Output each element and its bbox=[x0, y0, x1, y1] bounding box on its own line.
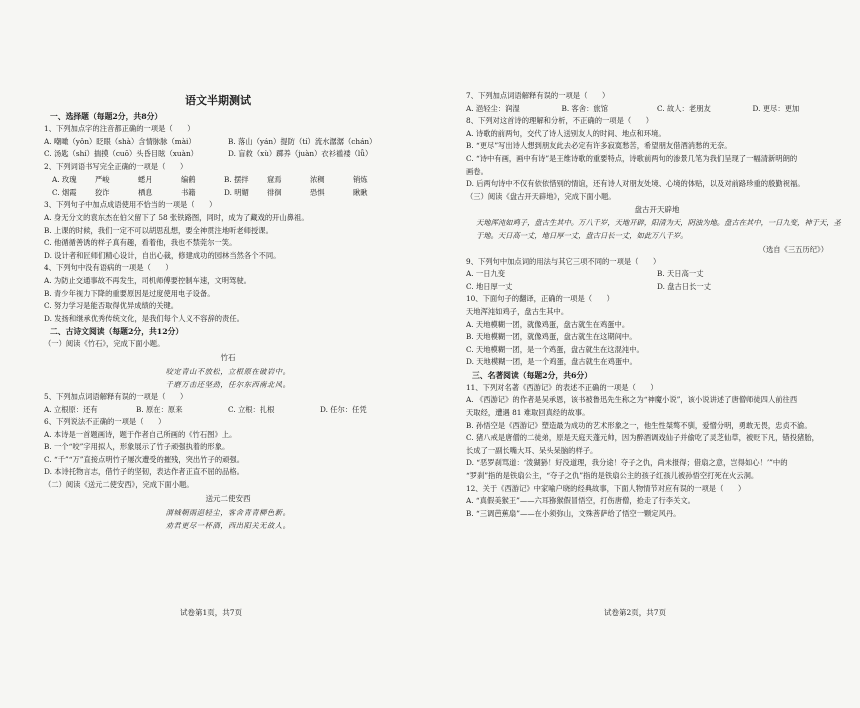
q11-option-c: C. 猪八戒是唐僧的二徒弟，原是天庭天蓬元帅，因为醉酒调戏仙子并偷吃了灵芝仙草，被贬下凡，错投猪胎， bbox=[466, 433, 819, 443]
q9-option-c: C. 地日厚一丈 bbox=[466, 281, 513, 291]
question-5: 5、下列加点词语解释有误的一项是（ ） bbox=[44, 391, 188, 401]
question-7: 7、下列加点词语解释有误的一项是（ ） bbox=[466, 91, 610, 100]
q8-option-c-cont: 画卷。 bbox=[466, 166, 488, 176]
reading-2-instruction: （二）阅读《送元二使安西》，完成下面小题。 bbox=[44, 480, 194, 490]
q1-option-d: D. 盲救（xù）踯养（juàn）衣衫褴褛（lǚ） bbox=[228, 149, 373, 159]
q2-c-word-3: 栖息 bbox=[138, 188, 153, 198]
question-3: 3、下列句子中加点成语使用不恰当的一项是（ ） bbox=[44, 200, 217, 210]
q4-option-d: D. 发扬和继承优秀传统文化，是我们每个人义不容辞的责任。 bbox=[44, 313, 244, 323]
question-1: 1、下列加点字的注音都正确的一项是（ ） bbox=[44, 124, 195, 133]
q2-d-word-4: 瞅瞅 bbox=[353, 188, 368, 198]
q2-b-word-1: B. 摆拌 bbox=[224, 175, 249, 185]
question-12: 12、关于《西游记》中家喻户晓的经典故事，下面人物情节对应有误的一项是（ ） bbox=[466, 483, 746, 493]
q11-option-b: B. 孙悟空是《西游记》塑造最为成功的艺术形象之一，他生性桀骜不驯，爱憎分明，勇敢无畏，忠贞不渝。 bbox=[466, 420, 812, 430]
poem-2-line-2: 劝君更尽一杯酒，西出阳关无故人。 bbox=[165, 520, 291, 530]
q9-option-d: D. 盘古日长一丈 bbox=[657, 281, 712, 291]
passage-source: （选自《三五历纪》） bbox=[758, 244, 828, 254]
q3-option-a: A. 身无分文的袁东杰在伯父留下了 58 张铁路图，同时，成为了藏戏的开山鼻祖。 bbox=[44, 212, 309, 222]
q6-option-d: D. 本诗托物言志，借竹子的坚韧，表达作者正直不屈的品格。 bbox=[44, 467, 244, 477]
passage-title: 盘古开天辟地 bbox=[634, 205, 680, 215]
poem-1-line-1: 咬定青山不放松，立根原在破岩中。 bbox=[165, 366, 291, 376]
q8-option-d: D. 后两句诗中不仅有依依惜别的情谊，还有诗人对朋友处境、心境的体贴，以及对前路珍重的殷勤祝福。 bbox=[466, 179, 805, 189]
q12-option-b: B. “三调芭蕉扇”——在小须弥山，文殊菩萨给了悟空一颗定风丹。 bbox=[466, 508, 681, 518]
q2-c-word-1: C. 烟霞 bbox=[52, 188, 77, 198]
q6-option-c: C. “千”“万”直接点明竹子屡次遭受的摧残，突出竹子的顽强。 bbox=[44, 454, 245, 464]
q7-option-d: D. 更尽：更加 bbox=[752, 103, 800, 113]
question-8: 8、下列对这首诗的理解和分析，不正确的一项是（ ） bbox=[466, 116, 654, 126]
question-9: 9、下列句中加点词的用法与其它三项不同的一项是（ ） bbox=[466, 256, 661, 266]
reading-3-instruction: （三）阅读《盘古开天辟地》，完成下面小题。 bbox=[466, 191, 616, 201]
question-9-options-cd bbox=[466, 281, 848, 294]
q4-option-c: C. 努力学习是能否取得优异成绩的关键。 bbox=[44, 301, 179, 311]
page-right bbox=[430, 0, 860, 708]
q11-option-c-cont: 长成了一副长嘴大耳、呆头呆脑的样子。 bbox=[466, 445, 598, 455]
poem-1-line-2: 千磨万击还坚劲，任尔东西南北风。 bbox=[165, 379, 291, 389]
q2-d-word-1: D. 明媚 bbox=[224, 188, 249, 198]
q6-option-b: B. 一个“咬”字用拟人，形象展示了竹子顽强执着的形象。 bbox=[44, 442, 230, 452]
q1-option-c: C. 汤匙（shí）揣摸（cuō）头昏目眩（xuàn） bbox=[44, 149, 198, 159]
q2-options-row-2 bbox=[44, 186, 412, 199]
q3-option-d: D. 设计者和匠师们精心设计，自出心裁，修建成功的园林当然各个不同。 bbox=[44, 250, 281, 260]
q4-option-b: B. 青少年视力下降的重要原因是过度使用电子设备。 bbox=[44, 288, 215, 298]
q10-option-a: A. 天地模糊一团，就像鸡蛋，盘古就生在鸡蛋中。 bbox=[466, 319, 630, 329]
poem-2-title: 送元二使安西 bbox=[205, 493, 251, 503]
page-1-footer: 试卷第1页，共7页 bbox=[180, 608, 243, 617]
q2-c-word-4: 书籍 bbox=[181, 188, 196, 198]
q5-option-d: D. 任尔：任凭 bbox=[320, 404, 367, 414]
section-3-heading: 三、名著阅读（每题2分，共6分） bbox=[472, 370, 593, 380]
question-9-options-ab bbox=[466, 268, 848, 281]
q2-a-word-1: A. 玫瑰 bbox=[52, 175, 77, 185]
q2-b-word-2: 窟焉 bbox=[267, 175, 282, 185]
q10-option-c: C. 天地模糊一团，是一个鸡蛋，盘古就生在这混沌中。 bbox=[466, 344, 644, 354]
q11-option-d: D. “恶罗刹骂道：‘泼猢狲！好没道理，我分途！夺子之仇，尚未报得；借扇之意，岂得如心！’”中的 bbox=[466, 458, 788, 468]
exam-title: 语文半期测试 bbox=[185, 94, 251, 107]
q2-d-word-3: 恐惧 bbox=[310, 188, 325, 198]
reading-1-instruction: （一）阅读《竹石》，完成下面小题。 bbox=[44, 339, 165, 349]
q2-options-row-1 bbox=[44, 173, 412, 186]
q3-option-c: C. 他循循善诱的样子真有趣，看着他，我也不禁莞尔一笑。 bbox=[44, 238, 237, 248]
page-2-footer: 试卷第2页，共7页 bbox=[604, 608, 667, 617]
q9-option-a: A. 一日九变 bbox=[466, 269, 506, 279]
question-5-options bbox=[44, 404, 412, 417]
q5-option-c: C. 立根：扎根 bbox=[228, 404, 275, 414]
question-1-options-ab bbox=[44, 136, 412, 149]
passage-text: 天地浑沌如鸡子，盘古生其中。万八千岁，天地开辟，阳清为天，阴浊为地。盘古在其中，一日九变，神于天，圣于地。天日高一丈，地日厚一丈，盘古日长一丈，如此万八千岁。 bbox=[476, 218, 841, 240]
q1-option-a: A. 嘲噉（yǒn）眨眼（shà）含情脉脉（mài） bbox=[44, 136, 196, 146]
question-7-options bbox=[466, 103, 848, 116]
q11-option-a-cont: 天取经，遭遇 81 难取回真经的故事。 bbox=[466, 408, 590, 418]
q7-option-a: A. 浥轻尘：润湿 bbox=[466, 103, 520, 113]
q11-option-d-cont: “罗刹”指的是铁扇公主，“夺子之仇”指的是铁扇公主的孩子红孩儿被孙悟空打死在火云洞。 bbox=[466, 471, 759, 481]
question-2: 2、下列词语书写完全正确的一项是（ ） bbox=[44, 161, 188, 171]
q2-d-word-2: 徘徊 bbox=[267, 188, 282, 198]
poem-2-line-1: 渭城朝雨浥轻尘，客舍青青柳色新。 bbox=[165, 507, 291, 517]
q12-option-a: A. “真假美猴王”——六耳猕猴假冒悟空，打伤唐僧，抢走了行李关文。 bbox=[466, 496, 695, 506]
question-11: 11、下列对名著《西游记》的表述不正确的一项是（ ） bbox=[466, 382, 658, 392]
poem-1-title: 竹石 bbox=[220, 352, 236, 362]
q2-a-word-2: 严峻 bbox=[95, 175, 110, 185]
q9-option-b: B. 天日高一丈 bbox=[657, 269, 704, 279]
q2-a-word-3: 蟋月 bbox=[138, 175, 153, 185]
question-10: 10、下面句子的翻译，正确的一项是（ ） bbox=[466, 294, 614, 304]
q10-option-b: B. 天地模糊一团，就像鸡蛋，盘古就生在这期间中。 bbox=[466, 332, 637, 342]
question-1-options-cd bbox=[44, 148, 412, 161]
q2-c-word-2: 狡诈 bbox=[95, 188, 110, 198]
q10-source-sentence: 天地浑沌如鸡子，盘古生其中。 bbox=[466, 306, 569, 316]
section-2-heading: 二、古诗文阅读（每题2分，共12分） bbox=[50, 327, 184, 337]
q2-a-word-4: 编鹤 bbox=[181, 175, 196, 185]
q7-option-b: B. 客舍：旅馆 bbox=[561, 103, 608, 113]
q6-option-a: A. 本诗是一首题画诗，题于作者自己所画的《竹石图》上。 bbox=[44, 429, 237, 439]
question-4: 4、下列句中没有语病的一项是（ ） bbox=[44, 263, 173, 273]
q8-option-b: B. “更尽”写出诗人想到朋友此去必定有许多寂寞愁苦，希望朋友借酒消愁的无奈。 bbox=[466, 141, 732, 151]
q5-option-b: B. 原在：原来 bbox=[136, 404, 183, 414]
q5-option-a: A. 立根原：还有 bbox=[44, 404, 98, 414]
q2-b-word-4: 销炼 bbox=[353, 175, 368, 185]
q11-option-a: A. 《西游记》的作者是吴承恩，该书被鲁迅先生称之为“神魔小说”，该小说讲述了唐僧师徒四人前往西 bbox=[466, 395, 798, 405]
q8-option-c: C. “诗中有画，画中有诗”是王维诗歌的重要特点，诗歌前两句的渗景几笔为我们呈现了一幅清新明朗的 bbox=[466, 153, 798, 163]
question-6: 6、下列说法不正确的一项是（ ） bbox=[44, 417, 166, 427]
q1-option-b: B. 落山（yán）提防（tí）流水潺潺（chán） bbox=[228, 136, 377, 146]
q4-option-a: A. 为防止交通事故不再发生，司机师傅要控制车速，文明驾驶。 bbox=[44, 275, 251, 285]
q10-option-d: D. 天地模糊一团，是一个鸡蛋，盘古就生在鸡蛋中。 bbox=[466, 357, 637, 367]
q7-option-c: C. 故人：老朋友 bbox=[657, 103, 711, 113]
section-1-heading: 一、选择题（每题2分，共8分） bbox=[50, 112, 163, 121]
q8-option-a: A. 诗歌的前两句，交代了诗人送别友人的时间、地点和环境。 bbox=[466, 128, 666, 138]
q2-b-word-3: 浓稠 bbox=[310, 175, 325, 185]
q3-option-b: B. 上课的时候，我们一定不可以胡思乱想，要全神贯注地听老师授课。 bbox=[44, 225, 273, 235]
